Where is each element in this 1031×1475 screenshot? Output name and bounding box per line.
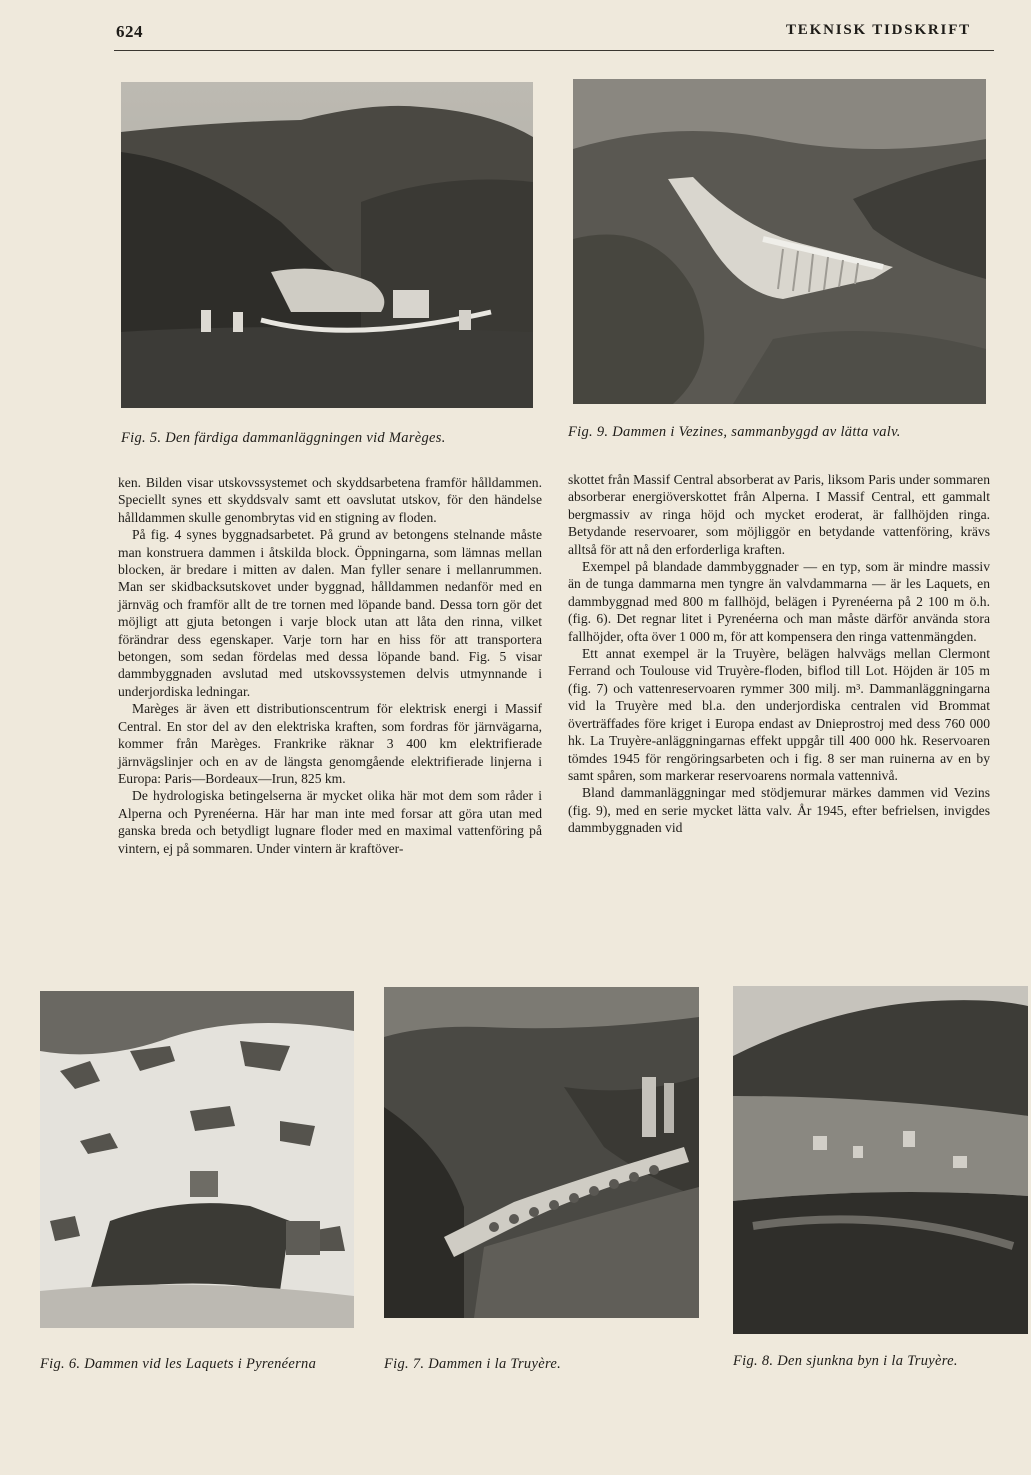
right-paragraph-1: skottet från Massif Central absorberat av Paris, liksom Paris under sommaren absorberar energiöverskottet från Alperna. I Massif Central, ett gammalt bergmassiv av ringa höjd och mycket eroderat, är fallhöjden ringa. Betydande reservoarer, som möjliggör en betydande vattenföring, krävs alltså för att nå den erforderliga kraften. bbox=[568, 472, 990, 557]
fig5-photo bbox=[121, 82, 533, 408]
header-rule bbox=[114, 50, 994, 51]
fig7-photo bbox=[384, 987, 699, 1318]
fig7-caption: Fig. 7. Dammen i la Truyère. bbox=[384, 1356, 562, 1372]
left-column bbox=[118, 474, 542, 857]
fig9-caption: Fig. 9. Dammen i Vezines, sammanbyggd av lätta valv. bbox=[568, 424, 901, 440]
fig5-caption: Fig. 5. Den färdiga dammanläggningen vid Marèges. bbox=[121, 430, 446, 446]
left-paragraph-2: På fig. 4 synes byggnadsarbetet. På grund av betongens stelnande måste man konstruera dammen i åtskilda block. Öppningarna, som lämnas mellan blocken, är bredare i mitten av dalen. Man fyller senare i mellanrummen. Man ser skidbacksutskovet under byggnad, hålldammen nedanför med en järnväg och framför allt de tre tornen med löpande band. Dessa torn gör det möjligt att gjuta betongen i varje block utan att låta den rinna, vilket förändrar dess egenskaper. Varje torn har en hiss för att transportera betongen, som sedan fördelas med dessa löpande band. Fig. 5 visar dammbyggnaden avslutad med utskovssystemen delvis utmynnande i underjordiska ledningar. bbox=[118, 527, 542, 699]
fig8-photo bbox=[733, 986, 1028, 1334]
left-paragraph-1: ken. Bilden visar utskovssystemet och skyddsarbetena framför hålldammen. Speciellt synes ett skyddsvalv samt ett oavslutat utskov, för den händelse hålldammen skulle genombrytas vid en stigning av floden. bbox=[118, 475, 542, 525]
fig6-caption: Fig. 6. Dammen vid les Laquets i Pyrenéerna bbox=[40, 1356, 317, 1372]
left-paragraph-3: Marèges är även ett distributionscentrum för elektrisk energi i Massif Central. En stor del av den elektriska kraften, som fordras för järnvägarna, kommer från Marèges. Frankrike räknar 3 400 km elektrifierade järnvägslinjer och en av de längsta genomgående elektrifierade linjerna i Europa: Paris—Bordeaux—Irun, 825 km. bbox=[118, 701, 542, 786]
fig9-photo bbox=[573, 79, 986, 404]
right-paragraph-4: Bland dammanläggningar med stödjemurar märkes dammen vid Vezins (fig. 9), med en serie mycket lätta valv. År 1945, efter befrielsen, invigdes dammbyggnaden vid bbox=[568, 785, 990, 836]
right-paragraph-3: Ett annat exempel är la Truyère, belägen halvvägs mellan Clermont Ferrand och Toulouse vid Truyère-floden, biflod till Lot. Höjden är 105 m (fig. 7) och vattenreservoaren rymmer 300 milj. m³. Dammanläggningarna vid la Truyère med bl.a. den underjordiska centralen vid Brommat överträffades före kriget i Europa endast av Dnieprostroj med dess 760 000 hk. La Truyère-anläggningarnas effekt uppgår till 400 000 hk. Reservoaren tömdes 1945 för rengöringsarbeten och i fig. 8 ser man ruinerna av en by samt spåren, som markerar reservoarens normala vattennivå. bbox=[568, 646, 990, 783]
journal-title: TEKNISK TIDSKRIFT bbox=[786, 22, 971, 38]
left-paragraph-4: De hydrologiska betingelserna är mycket olika här mot dem som råder i Alperna och Pyrenéerna. Här har man inte med forsar att göra utan med ganska breda och betydligt lugnare floder med en maximal vattenföring på vintern, ej på sommaren. Under vintern är kraftöver- bbox=[118, 788, 542, 856]
page-number: 624 bbox=[116, 22, 143, 41]
right-column bbox=[568, 471, 990, 837]
fig8-caption: Fig. 8. Den sjunkna byn i la Truyère. bbox=[733, 1353, 958, 1369]
fig6-photo bbox=[40, 991, 354, 1328]
right-paragraph-2: Exempel på blandade dammbyggnader — en typ, som är mindre massiv än de tunga dammarna men tyngre än valvdammarna — är les Laquets, en dammbyggnad med 800 m fallhöjd, belägen i Pyrenéerna på 2 100 m ö.h. (fig. 6). Det regnar litet i Pyrenéerna och man måste därför använda stora fallhöjder, ofta över 1 000 m, för att kompensera den ringa vattenmängden. bbox=[568, 559, 990, 644]
